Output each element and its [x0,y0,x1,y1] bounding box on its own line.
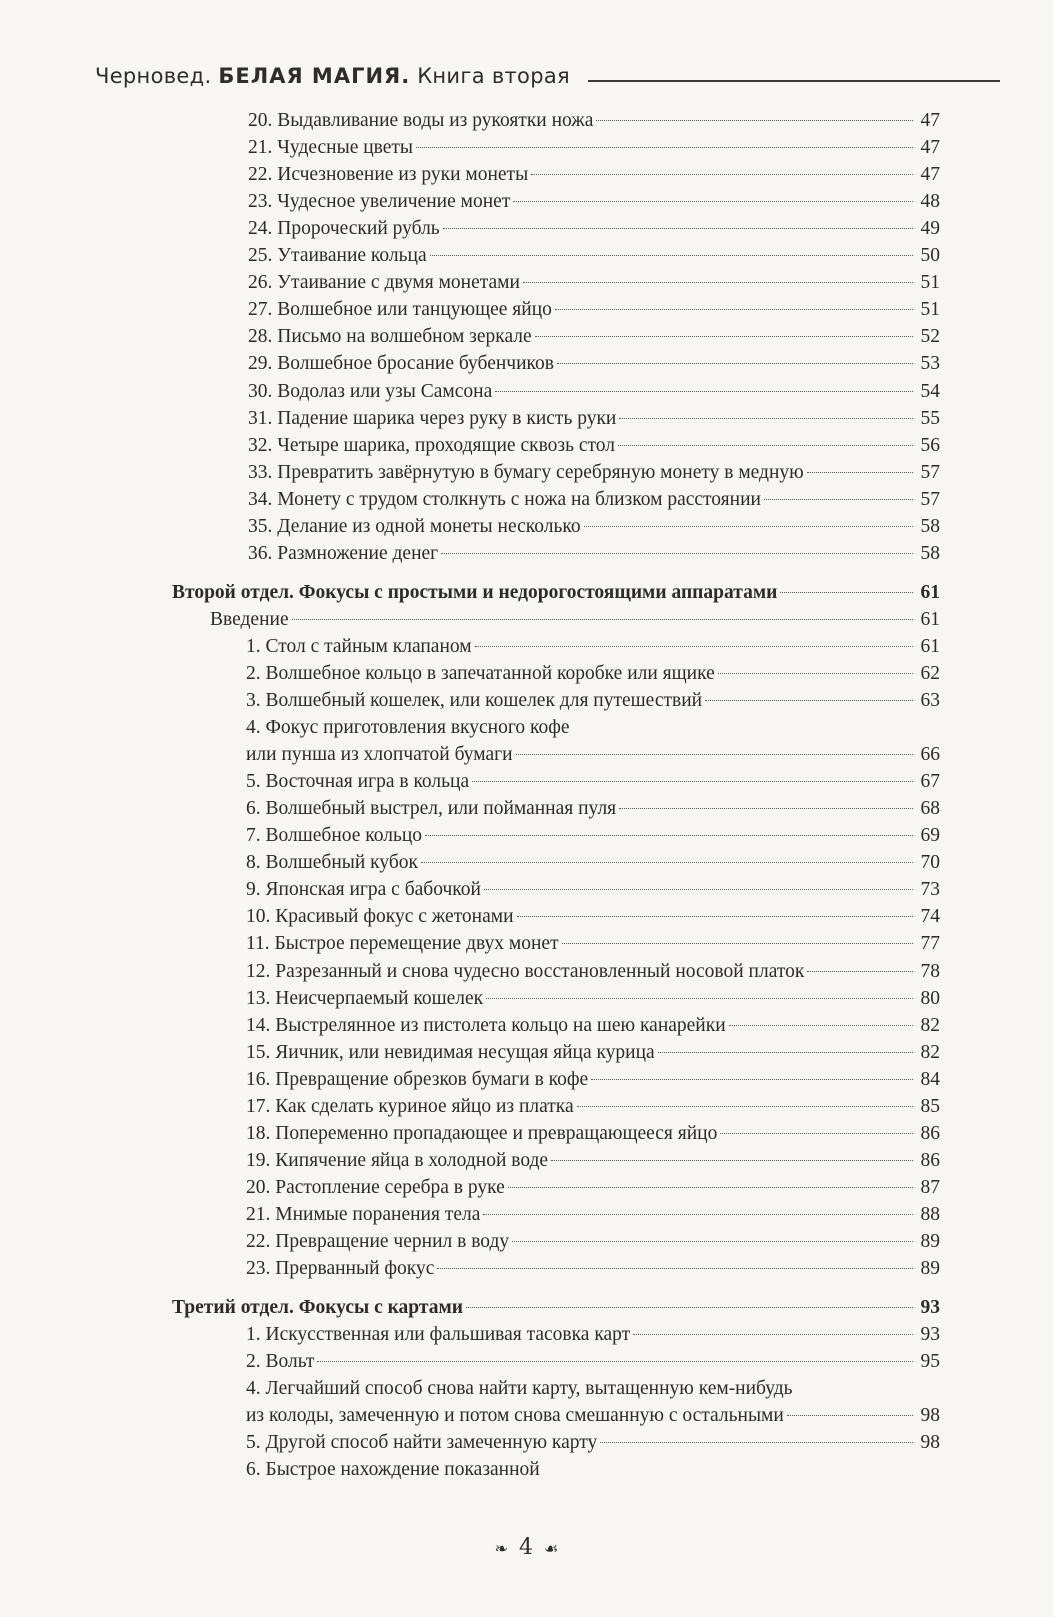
toc-entry-title: 16. Превращение обрезков бумаги в кофе [246,1069,589,1090]
toc-entry-page: 53 [920,353,940,374]
toc-dot-leader [425,835,913,836]
toc-dot-leader [421,862,913,863]
toc-entry-page: 58 [920,543,940,564]
toc-entry-page: 48 [920,191,940,212]
toc-dot-leader [512,1241,913,1242]
header-book: Книга вторая [417,64,570,88]
toc-entry-page: 67 [920,771,940,792]
toc-entry-page: 86 [920,1123,940,1144]
toc-entry-title: 5. Восточная игра в кольца [246,771,470,792]
toc-entry-title: 22. Превращение чернил в воду [246,1231,510,1252]
toc-entry [246,1202,940,1228]
toc-entry-title: 32. Четыре шарика, проходящие сквозь стол [248,435,616,456]
toc-dot-leader [443,228,913,229]
toc-entry-title: 13. Неисчерпаемый кошелек [246,988,484,1009]
toc-entry-title: 5. Другой способ найти замеченную карту [246,1432,598,1453]
toc-entry-page: 74 [920,906,940,927]
toc-entry-page: 84 [920,1069,940,1090]
toc-entry-title: 25. Утаивание кольца [248,245,427,266]
toc-entry-page: 89 [920,1258,940,1279]
toc-entry-page: 82 [920,1042,940,1063]
toc-dot-leader [658,1052,913,1053]
toc-dot-leader [495,391,913,392]
toc-dot-leader [705,700,913,701]
toc-entry-title: 22. Исчезновение из руки монеты [248,164,529,185]
toc-entry-page: 73 [920,879,940,900]
toc-entry-page: 61 [920,636,940,657]
toc-entry [246,1403,940,1429]
toc-entry-title: 29. Волшебное бросание бубенчиков [248,353,554,374]
toc-entry-title: 7. Волшебное кольцо [246,825,423,846]
toc-entry-page: 57 [920,462,940,483]
toc-entry [248,324,940,350]
toc-entry [246,931,940,957]
toc-entry-page: 70 [920,852,940,873]
toc-entry [248,135,940,161]
toc-dot-leader [535,336,913,337]
toc-entry [246,1322,940,1348]
toc-dot-leader [633,1334,913,1335]
page-footer [0,1535,1053,1560]
toc-entry-title: 34. Монету с трудом столкнуть с ножа на близком расстоянии [248,489,761,510]
toc-entry-title: 4. Легчайший способ снова найти карту, вытащенную кем-нибудь [246,1378,793,1399]
toc-entry [246,1094,940,1120]
toc-entry-title: 15. Яичник, или невидимая несущая яйца курица [246,1042,655,1063]
toc-dot-leader [484,889,913,890]
toc-entry [246,1175,940,1201]
toc-entry-title: 12. Разрезанный и снова чудесно восстановленный носовой платок [246,961,805,982]
running-header [95,58,1000,88]
toc-entry-title: 11. Быстрое перемещение двух монет [246,933,559,954]
toc-entry-page: 57 [920,489,940,510]
toc-entry-page: 55 [920,408,940,429]
toc-entry-title: 9. Японская игра с бабочкой [246,879,481,900]
toc-entry-title: Третий отдел. Фокусы с картами [172,1297,463,1318]
toc-entry-title: 21. Чудесные цветы [248,137,414,158]
toc-entry-title: 26. Утаивание с двумя монетами [248,272,520,293]
toc-entry-page: 87 [920,1177,940,1198]
toc-dot-leader [720,1133,913,1134]
toc-entry [248,487,940,513]
toc-entry [246,1040,940,1066]
toc-entry [246,769,940,795]
toc-entry [246,1376,940,1402]
toc-entry-page: 50 [920,245,940,266]
toc-entry [246,959,940,985]
toc-dot-leader [437,1268,913,1269]
toc-entry-page: 56 [920,435,940,456]
toc-entry [246,1430,940,1456]
toc-entry-title: 14. Выстрелянное из пистолета кольцо на шею канарейки [246,1015,726,1036]
toc-entry [248,379,940,405]
toc-entry-title: 20. Выдавливание воды из рукоятки ножа [248,110,594,131]
toc-dot-leader [317,1361,913,1362]
toc-entry-title: 4. Фокус приготовления вкусного кофе [246,717,570,738]
toc-entry-title: 20. Растопление серебра в руке [246,1177,505,1198]
toc-entry [246,1229,940,1255]
toc-entry-title: 31. Падение шарика через руку в кисть руки [248,408,617,429]
toc-entry-title: 17. Как сделать куриное яйцо из платка [246,1096,574,1117]
footer-ornament-right-icon: ☙ [544,1538,559,1558]
toc-entry-page: 80 [920,988,940,1009]
toc-entry-page: 98 [920,1432,940,1453]
toc-dot-leader [517,916,913,917]
toc-entry [246,796,940,822]
toc-entry [248,243,940,269]
toc-section-heading [172,1295,940,1321]
toc-entry-title: 23. Чудесное увеличение монет [248,191,511,212]
toc-entry-page: 52 [920,326,940,347]
toc-entry [248,297,940,323]
toc-entry-title: Второй отдел. Фокусы с простыми и недорогостоящими аппаратами [172,582,778,603]
toc-entry [246,986,940,1012]
toc-section-heading [172,580,940,606]
header-author: Черновед. [95,64,212,88]
toc-entry-page: 49 [920,218,940,239]
toc-entry-title: 2. Вольт [246,1351,315,1372]
toc-entry [248,460,940,486]
toc-entry-page: 58 [920,516,940,537]
toc-dot-leader [557,363,913,364]
toc-entry [248,270,940,296]
toc-dot-leader [591,1079,913,1080]
toc-entry-page: 69 [920,825,940,846]
toc-entry-page: 93 [920,1297,940,1318]
toc-dot-leader [562,943,913,944]
toc-entry-page: 85 [920,1096,940,1117]
toc-entry-title: 3. Волшебный кошелек, или кошелек для путешествий [246,690,703,711]
toc-entry-title: из колоды, замеченную и потом снова смешанную с остальными [246,1405,784,1426]
toc-entry [248,216,940,242]
toc-dot-leader [513,201,913,202]
toc-entry [246,688,940,714]
toc-dot-leader [292,619,913,620]
toc-entry-title: 19. Кипячение яйца в холодной воде [246,1150,549,1171]
toc-entry-title: 18. Попеременно пропадающее и превращающееся яйцо [246,1123,718,1144]
toc-entry [246,904,940,930]
toc-entry [246,1256,940,1282]
toc-entry [246,1457,940,1483]
toc-entry-page: 62 [920,663,940,684]
footer-ornament-left-icon: ❧ [494,1538,509,1558]
toc-entry-title: 28. Письмо на волшебном зеркале [248,326,532,347]
toc-entry [248,108,940,134]
toc-entry-title: Введение [210,609,289,630]
toc-dot-leader [764,499,913,500]
toc-entry-title: 35. Делание из одной монеты несколько [248,516,581,537]
toc-entry-title: 27. Волшебное или танцующее яйцо [248,299,552,320]
toc-entry-title: 2. Волшебное кольцо в запечатанной коробке или ящике [246,663,715,684]
toc-entry-page: 51 [920,299,940,320]
toc-entry-title: 6. Быстрое нахождение показанной [246,1459,540,1480]
header-rule [588,80,1000,82]
toc-dot-leader [430,255,913,256]
toc-entry-page: 47 [920,164,940,185]
toc-entry-page: 66 [920,744,940,765]
toc-dot-leader [486,998,913,999]
toc-dot-leader [441,553,913,554]
toc-entry-title: 33. Превратить завёрнутую в бумагу серебряную монету в медную [248,462,804,483]
toc-entry-page: 54 [920,381,940,402]
toc-dot-leader [619,418,913,419]
header-series: БЕЛАЯ МАГИЯ. [218,64,411,88]
toc-dot-leader [596,120,913,121]
toc-entry-page: 68 [920,798,940,819]
toc-entry-page: 93 [920,1324,940,1345]
toc-entry [246,850,940,876]
toc-entry [248,541,940,567]
toc-entry-page: 89 [920,1231,940,1252]
toc-entry-title: 24. Пророческий рубль [248,218,440,239]
toc-entry [246,1148,940,1174]
toc-entry-page: 61 [920,582,940,603]
toc-entry-page: 86 [920,1150,940,1171]
toc-entry-title: 21. Мнимые поранения тела [246,1204,481,1225]
page-number: 4 [519,1535,534,1560]
toc-entry-title: 10. Красивый фокус с жетонами [246,906,514,927]
toc-dot-leader [472,781,913,782]
toc-entry-page: 95 [920,1351,940,1372]
toc-dot-leader [584,526,913,527]
toc-entry [246,715,940,741]
toc-entry-title: или пунша из хлопчатой бумаги [246,744,513,765]
header-title [95,64,570,88]
toc-entry [210,607,940,633]
toc-dot-leader [555,309,913,310]
toc-entry-page: 98 [920,1405,940,1426]
toc-dot-leader [807,472,913,473]
toc-entry [246,1067,940,1093]
toc-entry-title: 36. Размножение денег [248,543,439,564]
toc-entry-page: 63 [920,690,940,711]
toc-entry-page: 47 [920,110,940,131]
toc-entry-page: 82 [920,1015,940,1036]
toc-dot-leader [577,1106,913,1107]
toc-entry [246,823,940,849]
toc-dot-leader [780,592,913,593]
toc-entry-title: 6. Волшебный выстрел, или пойманная пуля [246,798,617,819]
toc-entry [248,514,940,540]
toc-entry-page: 78 [920,961,940,982]
toc-entry-title: 1. Искусственная или фальшивая тасовка карт [246,1324,631,1345]
toc-entry [248,351,940,377]
toc-dot-leader [787,1415,913,1416]
toc-dot-leader [807,971,913,972]
toc-dot-leader [619,808,913,809]
toc-entry-page: 88 [920,1204,940,1225]
toc-entry-title: 8. Волшебный кубок [246,852,419,873]
toc-entry [248,162,940,188]
toc-entry [246,1013,940,1039]
toc-dot-leader [618,445,913,446]
toc-entry-title: 30. Водолаз или узы Самсона [248,381,493,402]
toc-entry [246,1121,940,1147]
toc-entry [246,634,940,660]
toc-entry [246,877,940,903]
toc-dot-leader [416,147,913,148]
toc-dot-leader [475,646,913,647]
toc-dot-leader [516,754,913,755]
toc-entry-page: 51 [920,272,940,293]
toc-entry [248,406,940,432]
toc-dot-leader [466,1307,913,1308]
toc-entry-page: 47 [920,137,940,158]
toc-dot-leader [718,673,913,674]
toc-dot-leader [729,1025,913,1026]
toc-dot-leader [531,174,913,175]
toc-dot-leader [508,1187,913,1188]
toc-entry-title: 23. Прерванный фокус [246,1258,435,1279]
toc-dot-leader [523,282,913,283]
toc-entry [248,433,940,459]
toc-entry-page: 61 [920,609,940,630]
toc-entry-title: 1. Стол с тайным клапаном [246,636,472,657]
toc-dot-leader [483,1214,913,1215]
toc-entry [246,1349,940,1375]
toc-entry [246,742,940,768]
toc-entry [246,661,940,687]
toc-entry-page: 77 [920,933,940,954]
toc-entry [248,189,940,215]
toc-dot-leader [600,1442,913,1443]
toc-dot-leader [551,1160,913,1161]
